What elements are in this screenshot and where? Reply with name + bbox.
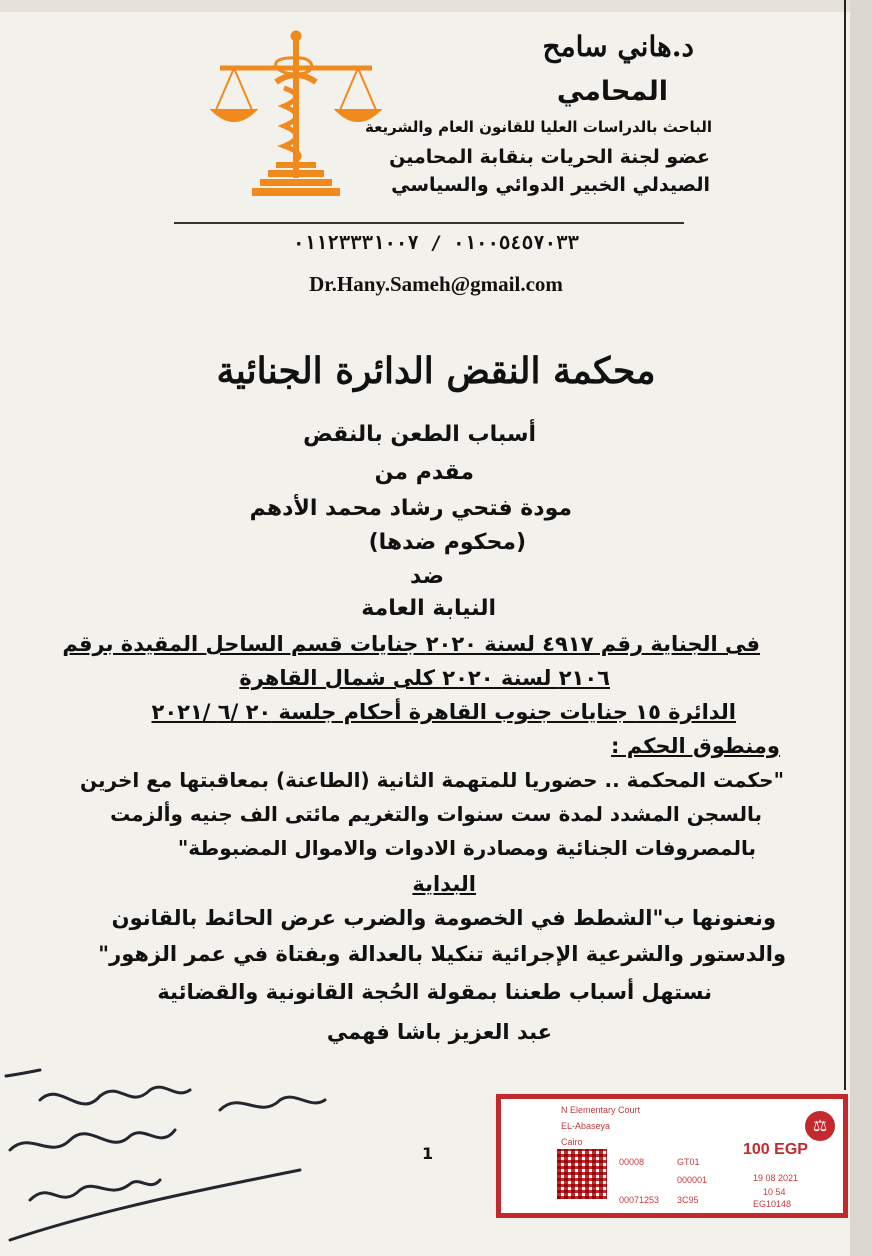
page-right-edge (850, 0, 872, 1256)
lawyer-title: المحامي (556, 76, 668, 107)
credential-line-2: عضو لجنة الحريات بنقابة المحامين (389, 146, 710, 168)
subject-line: أسباب الطعن بالنقض (303, 422, 536, 447)
appellant-name: مودة فتحي رشاد محمد الأدهم (249, 496, 572, 521)
court-heading: محكمة النقض الدائرة الجنائية (216, 350, 656, 392)
stamp-code-2: GT01 (677, 1157, 700, 1167)
verdict-line-3: بالمصروفات الجنائية ومصادرة الادوات والاموال المضبوطة" (177, 836, 756, 860)
credential-line-1: الباحث بالدراسات العليا للقانون العام والشريعة (364, 118, 712, 136)
stamp-date: 19 08 2021 (753, 1173, 799, 1183)
court-fee-stamp (496, 1094, 848, 1218)
start-heading: البداية (412, 872, 476, 896)
stamp-code-3: 000001 (677, 1175, 708, 1185)
email-address: Dr.Hany.Sameh@gmail.com (309, 272, 563, 296)
lawyer-name: د.هاني سامح (542, 30, 694, 63)
quote-author: عبد العزيز باشا فهمي (326, 1020, 552, 1044)
stamp-court-name: N Elementary Court (561, 1105, 641, 1115)
stamp-code-5: 3C95 (677, 1195, 699, 1205)
page-border-line (844, 0, 846, 1090)
appellant-status: (محكوم ضدها) (368, 530, 526, 555)
page-top-edge (0, 0, 872, 12)
verdict-heading: ومنطوق الحكم : (611, 734, 780, 758)
case-line-2: ٢١٠٦ لسنة ٢٠٢٠ كلى شمال القاهرة (239, 666, 610, 690)
respondent-name: النيابة العامة (361, 596, 496, 621)
letterhead-divider (174, 222, 684, 224)
stamp-amount: 100 EGP (743, 1141, 808, 1158)
stamp-city: Cairo (561, 1137, 583, 1147)
page-number: 1 (422, 1144, 434, 1163)
stamp-district: EL-Abaseya (561, 1121, 611, 1131)
qr-code-icon (557, 1149, 607, 1199)
scales-caduceus-logo (206, 28, 386, 204)
stamp-time: 10 54 (763, 1187, 786, 1197)
intro-line-2: والدستور والشرعية الإجرائية تنكيلا بالعدالة وبفتاة في عمر الزهور" (98, 942, 786, 966)
stamp-serial: EG10148 (753, 1199, 792, 1209)
credential-line-3: الصيدلي الخبير الدوائي والسياسي (391, 174, 710, 196)
case-line-1: فى الجناية رقم ٤٩١٧ لسنة ٢٠٢٠ جنايات قسم الساحل المقيدة برقم (62, 632, 760, 656)
case-line-3: الدائرة ١٥ جنايات جنوب القاهرة أحكام جلسة ٢٠ /٦ /٢٠٢١ (151, 700, 736, 724)
intro-line-1: ونعنونها ب"الشطط في الخصومة والضرب عرض الحائط بالقانون (111, 906, 776, 930)
phone-numbers: ٠١٠٠٥٤٥٧٠٣٣ / ٠١١٢٣٣٣١٠٠٧ (292, 232, 579, 254)
versus-label: ضد (410, 564, 444, 589)
submitted-by-line: مقدم من (374, 460, 474, 485)
stamp-code-4: 00071253 (619, 1195, 660, 1205)
scales-seal-icon: ⚖ (805, 1111, 835, 1141)
verdict-line-2: بالسجن المشدد لمدة ست سنوات والتغريم مائتى الف جنيه وألزمت (110, 802, 762, 826)
stamp-code-1: 00008 (619, 1157, 645, 1167)
handwritten-signature-notes (0, 1060, 340, 1250)
intro-line-3: نستهل أسباب طعننا بمقولة الحُجة القانونية والقضائية (157, 980, 712, 1004)
verdict-line-1: "حكمت المحكمة .. حضوريا للمتهمة الثانية (الطاعنة) بمعاقبتها مع اخرين (80, 768, 784, 792)
